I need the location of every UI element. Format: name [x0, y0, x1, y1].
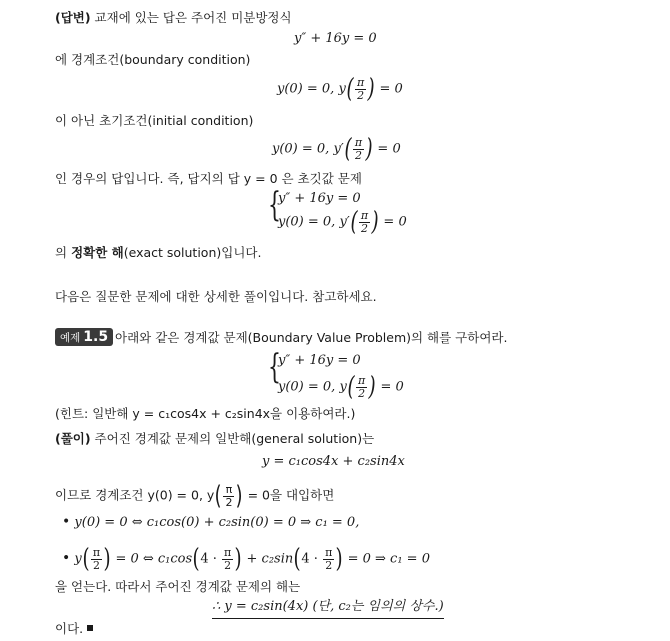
solution-label: (풀이) — [55, 431, 91, 446]
bullet-step-1 — [62, 513, 359, 532]
initial-condition-line: 이 아닌 초기조건(initial condition) — [55, 113, 254, 128]
bullet-1-text: y(0) = 0 ⇔ c₁cos(0) + c₂sin(0) = 0 ⇒ c₁ = 0, — [74, 515, 360, 530]
badge-number: 1.5 — [83, 329, 109, 345]
ivp-system-row1: y″ + 16y = 0 — [278, 191, 361, 206]
substitution-line: 이므로 경계조건 y(0) = 0, y( $\frac{\pi}{2}$ ) = 0을 대입하면 — [55, 481, 335, 511]
bullet-dot: • — [62, 514, 71, 530]
end-of-proof-icon — [87, 625, 93, 631]
boundary-condition-equation: y(0) = 0, y( $\frac{\pi}{2}$ ) = 0 — [277, 74, 403, 104]
pi-over-2-fraction: $\frac{\pi}{2}$ — [354, 135, 363, 162]
pi-over-2-fraction: $\frac{\pi}{2}$ — [356, 75, 365, 102]
conclusion-line: 을 얻는다. 따라서 주어진 경계값 문제의 해는 — [55, 579, 301, 594]
exact-bold: 정확한 해 — [71, 245, 124, 260]
bvp-row2-right: = 0 — [376, 379, 404, 395]
ivp-system-row2: y(0) = 0, y′( $\frac{\pi}{2}$ ) = 0 — [278, 207, 407, 237]
hint-line: (힌트: 일반해 y = c₁cos4x + c₂sin4x을 이용하여라.) — [55, 406, 356, 421]
answer-explanation-line: 인 경우의 답입니다. 즉, 답지의 답 y = 0 은 초깃값 문제 — [55, 171, 362, 186]
reference-line: 다음은 질문한 문제에 대한 상세한 풀이입니다. 참고하세요. — [55, 289, 377, 304]
badge-label: 예제 — [60, 332, 81, 344]
exact-post: (exact solution)입니다. — [123, 245, 262, 260]
pi-over-2-fraction: $\frac{\pi}{2}$ — [224, 545, 232, 572]
bvp-system-row2: y(0) = 0, y( $\frac{\pi}{2}$ ) = 0 — [278, 372, 404, 402]
ivp-row2-right: = 0 — [379, 214, 407, 230]
bc-left: y(0) = 0, y — [277, 81, 346, 97]
boundary-condition-line: 에 경계조건(boundary condition) — [55, 52, 251, 67]
bvp-system-row1: y″ + 16y = 0 — [278, 353, 361, 368]
general-solution-equation: y = c₁cos4x + c₂sin4x — [262, 454, 405, 469]
bullet-step-2: • y( $\frac{\pi}{2}$ ) = 0 ⇔ c₁cos(4 · $\frac{\pi}{2}$ ) + c₂sin(4 · $\frac{\pi}{2}$ ) = 0 ⇒ c₁ = 0 — [62, 544, 430, 574]
subst-pre: 이므로 경계조건 y(0) = 0, y — [55, 487, 215, 503]
ivp-row2-left: y(0) = 0, y′ — [278, 214, 350, 230]
exact-solution-line — [55, 244, 261, 262]
left-brace: { — [268, 347, 281, 387]
solution-intro: 주어진 경계값 문제의 일반해(general solution)는 — [90, 431, 375, 446]
solution-line — [55, 430, 374, 448]
bullet-dot: • — [62, 550, 71, 567]
subst-post: = 0을 대입하면 — [243, 487, 335, 503]
example-statement: 아래와 같은 경계값 문제(Boundary Value Problem)의 해를 구하여라. — [115, 330, 508, 345]
pi-over-2-fraction: $\frac{\pi}{2}$ — [225, 482, 233, 509]
ic-left: y(0) = 0, y′ — [272, 141, 344, 157]
answer-label: (답변) — [55, 10, 91, 25]
intro-text: 교재에 있는 답은 주어진 미분방정식 — [90, 10, 292, 25]
bvp-row2-left: y(0) = 0, y — [278, 379, 347, 395]
initial-condition-equation: y(0) = 0, y′( $\frac{\pi}{2}$ ) = 0 — [272, 134, 401, 164]
pi-over-2-fraction: $\frac{\pi}{2}$ — [92, 545, 101, 572]
example-badge — [55, 328, 113, 346]
ic-right: = 0 — [373, 141, 401, 157]
pi-over-2-fraction: $\frac{\pi}{2}$ — [325, 545, 333, 572]
intro-line — [55, 9, 292, 27]
final-solution: ∴ y = c₂sin(4x) (단, c₂는 임의의 상수.) — [212, 598, 444, 619]
closing-text: 이다. — [55, 621, 84, 636]
left-brace: { — [268, 185, 281, 225]
pi-over-2-fraction: $\frac{\pi}{2}$ — [360, 208, 369, 235]
exact-pre: 의 — [55, 245, 72, 260]
closing-line — [55, 620, 93, 638]
pi-over-2-fraction: $\frac{\pi}{2}$ — [357, 373, 366, 400]
ode-equation: y″ + 16y = 0 — [294, 31, 377, 46]
bc-right: = 0 — [375, 81, 403, 97]
